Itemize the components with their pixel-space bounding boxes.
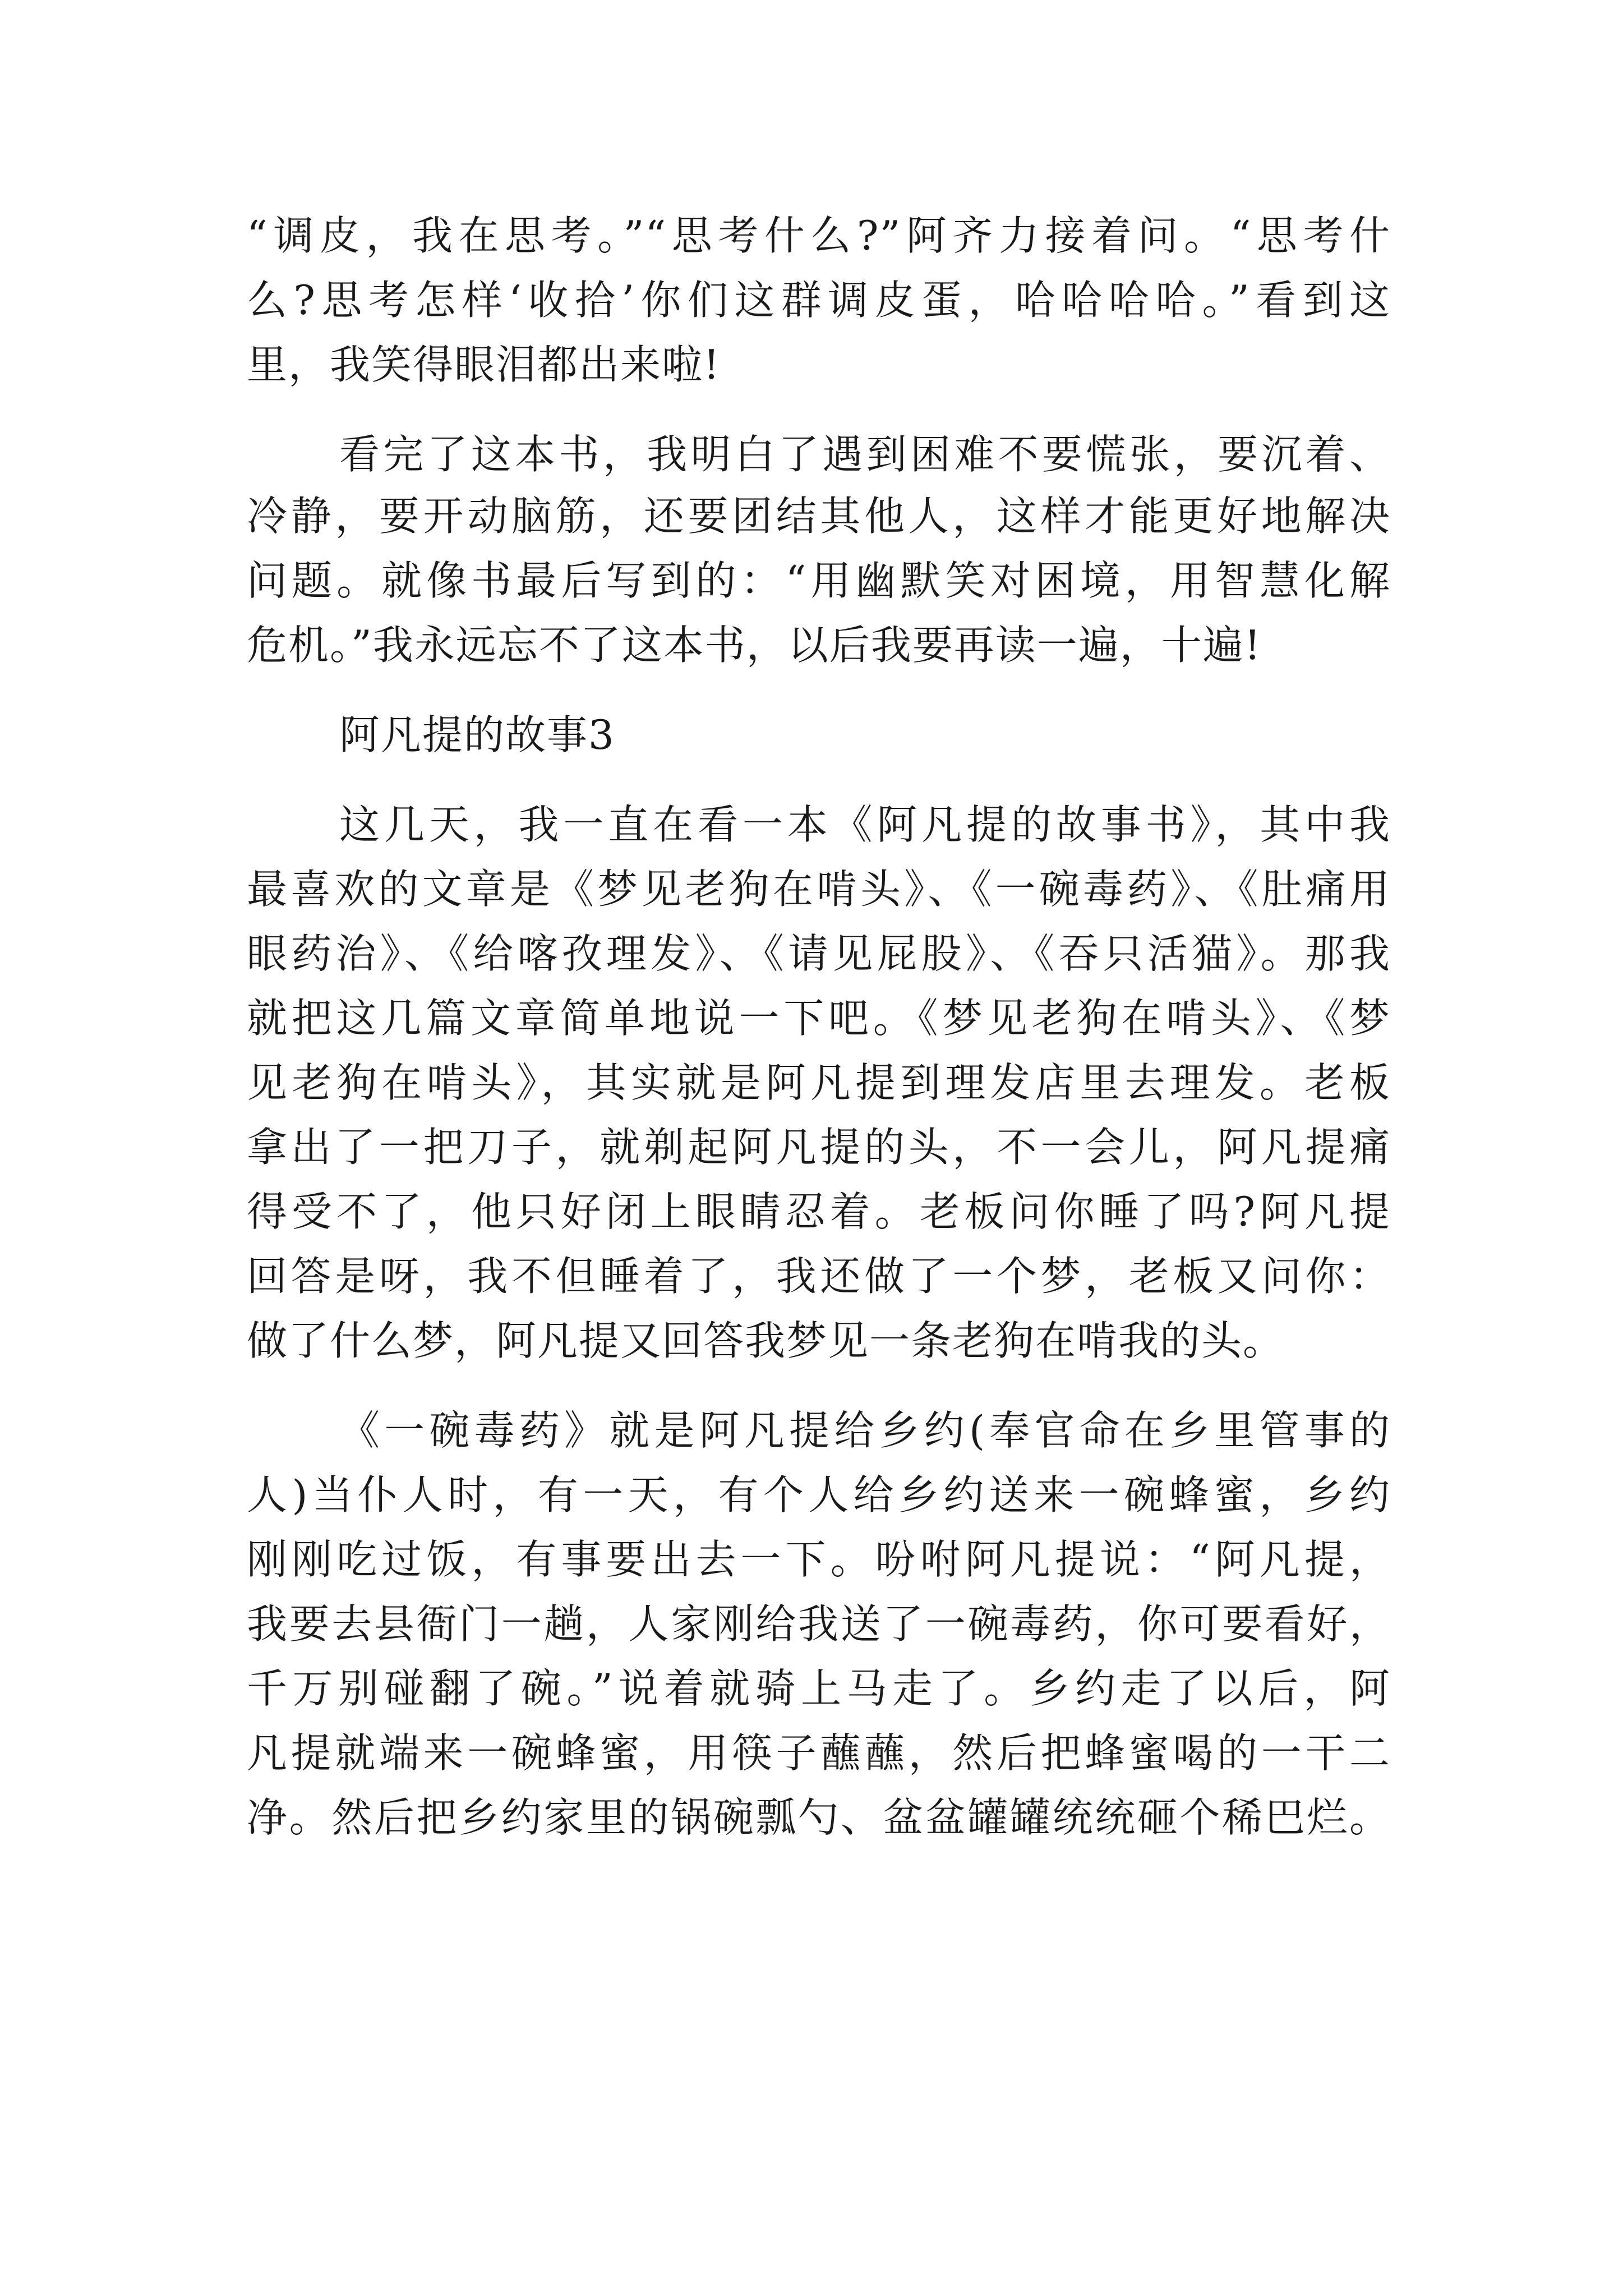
text-line: 得受不了，他只好闭上眼睛忍着。老板问你睡了吗?阿凡提 xyxy=(247,1188,1391,1235)
text-line: 见老狗在啃头》，其实就是阿凡提到理发店里去理发。老板 xyxy=(247,1059,1391,1106)
text-line: 千万别碰翻了碗。”说着就骑上马走了。乡约走了以后，阿 xyxy=(247,1665,1391,1712)
text-line: 里，我笑得眼泪都出来啦! xyxy=(247,341,721,388)
text-line: 刚刚吃过饭，有事要出去一下。吩咐阿凡提说：“阿凡提， xyxy=(247,1536,1391,1583)
text-line: “调皮，我在思考。”“思考什么?”阿齐力接着问。“思考什 xyxy=(247,212,1391,259)
paragraph-first-line: 这几天，我一直在看一本《阿凡提的故事书》，其中我 xyxy=(339,801,1391,848)
text-line: 就把这几篇文章简单地说一下吧。《梦见老狗在啃头》、《梦 xyxy=(247,995,1391,1042)
text-line: 净。然后把乡约家里的锅碗瓢勺、盆盆罐罐统统砸个稀巴烂。 xyxy=(247,1794,1391,1841)
text-line: 冷静，要开动脑筋，还要团结其他人，这样才能更好地解决 xyxy=(247,493,1391,540)
text-line: 凡提就端来一碗蜂蜜，用筷子蘸蘸，然后把蜂蜜喝的一干二 xyxy=(247,1729,1391,1777)
text-line: 么?思考怎样‘收拾’你们这群调皮蛋，哈哈哈哈。”看到这 xyxy=(247,277,1391,324)
text-line: 问题。就像书最后写到的：“用幽默笑对困境，用智慧化解 xyxy=(247,557,1391,604)
paragraph-first-line: 看完了这本书，我明白了遇到困难不要慌张，要沉着、 xyxy=(339,431,1391,478)
text-line: 最喜欢的文章是《梦见老狗在啃头》、《一碗毒药》、《肚痛用 xyxy=(247,866,1391,913)
section-title: 阿凡提的故事3 xyxy=(339,711,615,758)
text-line: 做了什么梦，阿凡提又回答我梦见一条老狗在啃我的头。 xyxy=(247,1317,1285,1364)
text-line: 回答是呀，我不但睡着了，我还做了一个梦，老板又问你： xyxy=(247,1253,1391,1300)
text-line: 人)当仆人时，有一天，有个人给乡约送来一碗蜂蜜，乡约 xyxy=(247,1471,1391,1519)
text-line: 危机。”我永远忘不了这本书，以后我要再读一遍，十遍! xyxy=(247,622,1262,669)
text-line: 眼药治》、《给喀孜理发》、《请见屁股》、《吞只活猫》。那我 xyxy=(247,930,1391,977)
text-line: 我要去县衙门一趟，人家刚给我送了一碗毒药，你可要看好， xyxy=(247,1600,1391,1648)
paragraph-first-line: 《一碗毒药》就是阿凡提给乡约(奉官命在乡里管事的 xyxy=(339,1407,1391,1454)
text-line: 拿出了一把刀子，就剃起阿凡提的头，不一会儿，阿凡提痛 xyxy=(247,1124,1391,1171)
